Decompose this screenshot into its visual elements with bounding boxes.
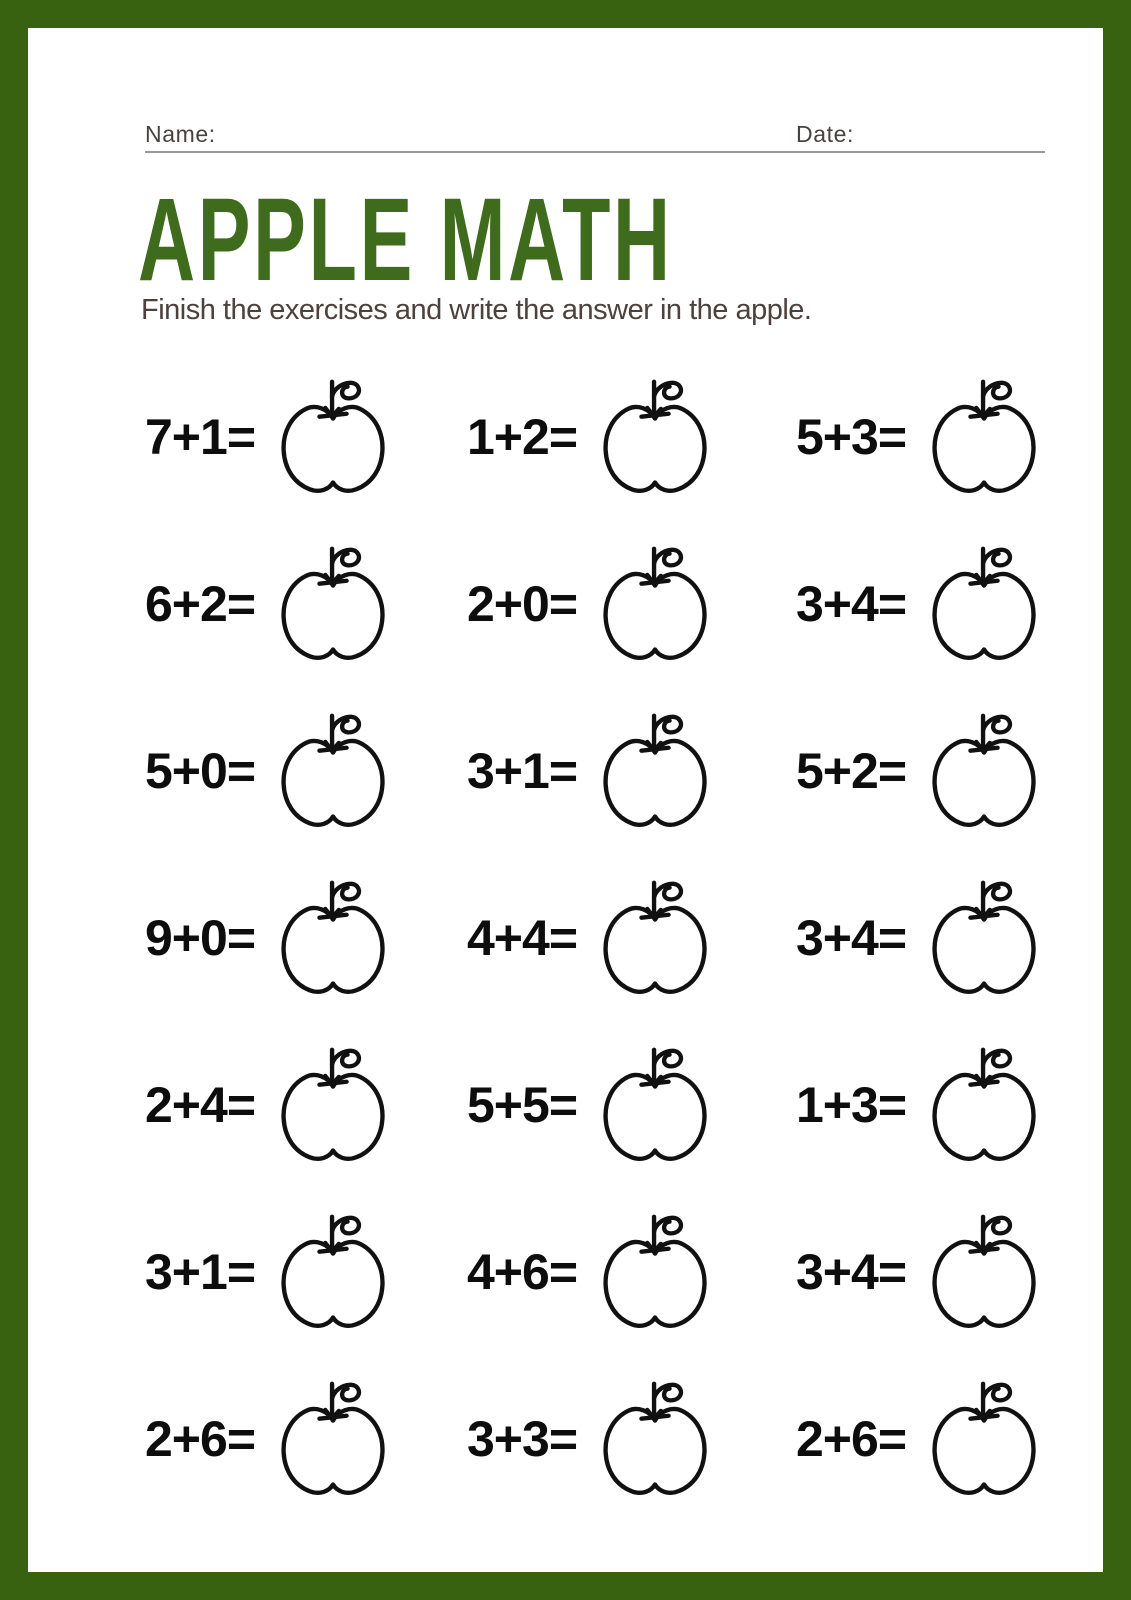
problem-cell [796,353,1043,520]
apple-answer-area[interactable] [275,877,393,999]
problem-cell [467,353,796,520]
apple-body [606,741,705,825]
problem-cell [145,854,467,1021]
problems-grid [145,353,1043,1522]
apple-stem-dash [641,413,668,416]
apple-leaf [654,1384,681,1400]
problem-cell [145,687,467,854]
problem-label: 3+4= [796,909,907,966]
apple-leaf [332,716,359,732]
apple-stem-dash [970,580,997,583]
problem-cell [145,1188,467,1355]
apple-answer-area[interactable] [926,543,1044,665]
worksheet-title: APPLE MATH [138,174,673,306]
apple-body [935,1075,1034,1159]
apple-stem-dash [319,914,346,917]
problem-label: 5+3= [796,408,907,465]
apple-stem-dash [641,1081,668,1084]
apple-answer-area[interactable] [597,376,715,498]
apple-body [284,1075,383,1159]
apple-leaf [983,883,1010,899]
problem-cell [796,854,1043,1021]
apple-leaf [983,716,1010,732]
problem-label: 3+1= [467,742,578,799]
apple-body [606,574,705,658]
apple-leaf [332,382,359,398]
apple-stem-dash [641,747,668,750]
apple-body [284,1242,383,1326]
problem-cell [467,520,796,687]
problem-label: 4+6= [467,1243,578,1300]
problem-label: 7+1= [145,408,256,465]
apple-leaf [332,1384,359,1400]
apple-stem-dash [319,1415,346,1418]
apple-answer-area[interactable] [597,543,715,665]
apple-stem-dash [970,1415,997,1418]
apple-body [606,1409,705,1493]
apple-leaf [654,883,681,899]
apple-answer-area[interactable] [926,1044,1044,1166]
apple-body [935,574,1034,658]
apple-body [606,407,705,491]
apple-body [606,908,705,992]
problem-cell [796,1021,1043,1188]
apple-body [935,741,1034,825]
apple-answer-area[interactable] [275,1044,393,1166]
apple-answer-area[interactable] [926,1378,1044,1500]
apple-stem-dash [319,747,346,750]
apple-stem-dash [970,747,997,750]
apple-stem-dash [319,1081,346,1084]
apple-answer-area[interactable] [597,1211,715,1333]
apple-body [935,407,1034,491]
problem-label: 5+2= [796,742,907,799]
apple-body [284,908,383,992]
problem-label: 6+2= [145,575,256,632]
problem-label: 3+4= [796,1243,907,1300]
apple-stem-dash [970,1248,997,1251]
apple-answer-area[interactable] [275,376,393,498]
problem-label: 3+3= [467,1410,578,1467]
problem-cell [467,854,796,1021]
apple-body [935,1242,1034,1326]
problem-cell [467,1021,796,1188]
problem-cell [145,1021,467,1188]
problem-cell [796,1355,1043,1522]
apple-answer-area[interactable] [926,1211,1044,1333]
apple-body [935,1409,1034,1493]
problem-label: 9+0= [145,909,256,966]
apple-stem-dash [319,1248,346,1251]
problem-label: 2+6= [145,1410,256,1467]
apple-answer-area[interactable] [275,1378,393,1500]
apple-leaf [654,382,681,398]
apple-answer-area[interactable] [926,376,1044,498]
apple-answer-area[interactable] [597,1378,715,1500]
apple-stem-dash [319,413,346,416]
apple-body [284,741,383,825]
apple-stem-dash [641,580,668,583]
name-date-header [145,121,1045,161]
apple-answer-area[interactable] [275,710,393,832]
date-label: Date: [796,121,854,147]
apple-leaf [332,1217,359,1233]
apple-stem-dash [970,413,997,416]
apple-leaf [983,1050,1010,1066]
apple-leaf [332,549,359,565]
apple-answer-area[interactable] [597,1044,715,1166]
apple-body [935,908,1034,992]
apple-body [606,1075,705,1159]
apple-stem-dash [970,1081,997,1084]
problem-label: 2+6= [796,1410,907,1467]
apple-body [284,574,383,658]
apple-stem-dash [970,914,997,917]
problem-cell [467,1355,796,1522]
apple-body [284,407,383,491]
apple-leaf [654,1050,681,1066]
name-date-underline[interactable] [145,151,1045,153]
apple-leaf [332,883,359,899]
problem-cell [796,687,1043,854]
problem-cell [467,1188,796,1355]
apple-leaf [983,382,1010,398]
problem-label: 2+4= [145,1076,256,1133]
apple-stem-dash [641,1248,668,1251]
problem-label: 1+3= [796,1076,907,1133]
problem-cell [145,1355,467,1522]
apple-leaf [654,1217,681,1233]
problem-label: 4+4= [467,909,578,966]
apple-body [284,1409,383,1493]
problem-cell [145,353,467,520]
apple-answer-area[interactable] [275,1211,393,1333]
problem-label: 5+0= [145,742,256,799]
apple-stem-dash [641,914,668,917]
apple-leaf [654,716,681,732]
problem-label: 5+5= [467,1076,578,1133]
apple-leaf [983,1384,1010,1400]
apple-leaf [983,549,1010,565]
problem-label: 1+2= [467,408,578,465]
apple-leaf [983,1217,1010,1233]
apple-leaf [332,1050,359,1066]
apple-leaf [654,549,681,565]
apple-body [606,1242,705,1326]
apple-stem-dash [319,580,346,583]
apple-answer-area[interactable] [926,710,1044,832]
apple-answer-area[interactable] [597,710,715,832]
problem-cell [145,520,467,687]
problem-cell [796,520,1043,687]
problem-label: 3+4= [796,575,907,632]
problem-label: 3+1= [145,1243,256,1300]
problem-cell [796,1188,1043,1355]
problem-label: 2+0= [467,575,578,632]
worksheet-instructions: Finish the exercises and write the answer in the apple. [141,294,812,326]
apple-stem-dash [641,1415,668,1418]
apple-answer-area[interactable] [597,877,715,999]
name-label: Name: [145,121,216,147]
apple-answer-area[interactable] [926,877,1044,999]
problem-cell [467,687,796,854]
apple-answer-area[interactable] [275,543,393,665]
